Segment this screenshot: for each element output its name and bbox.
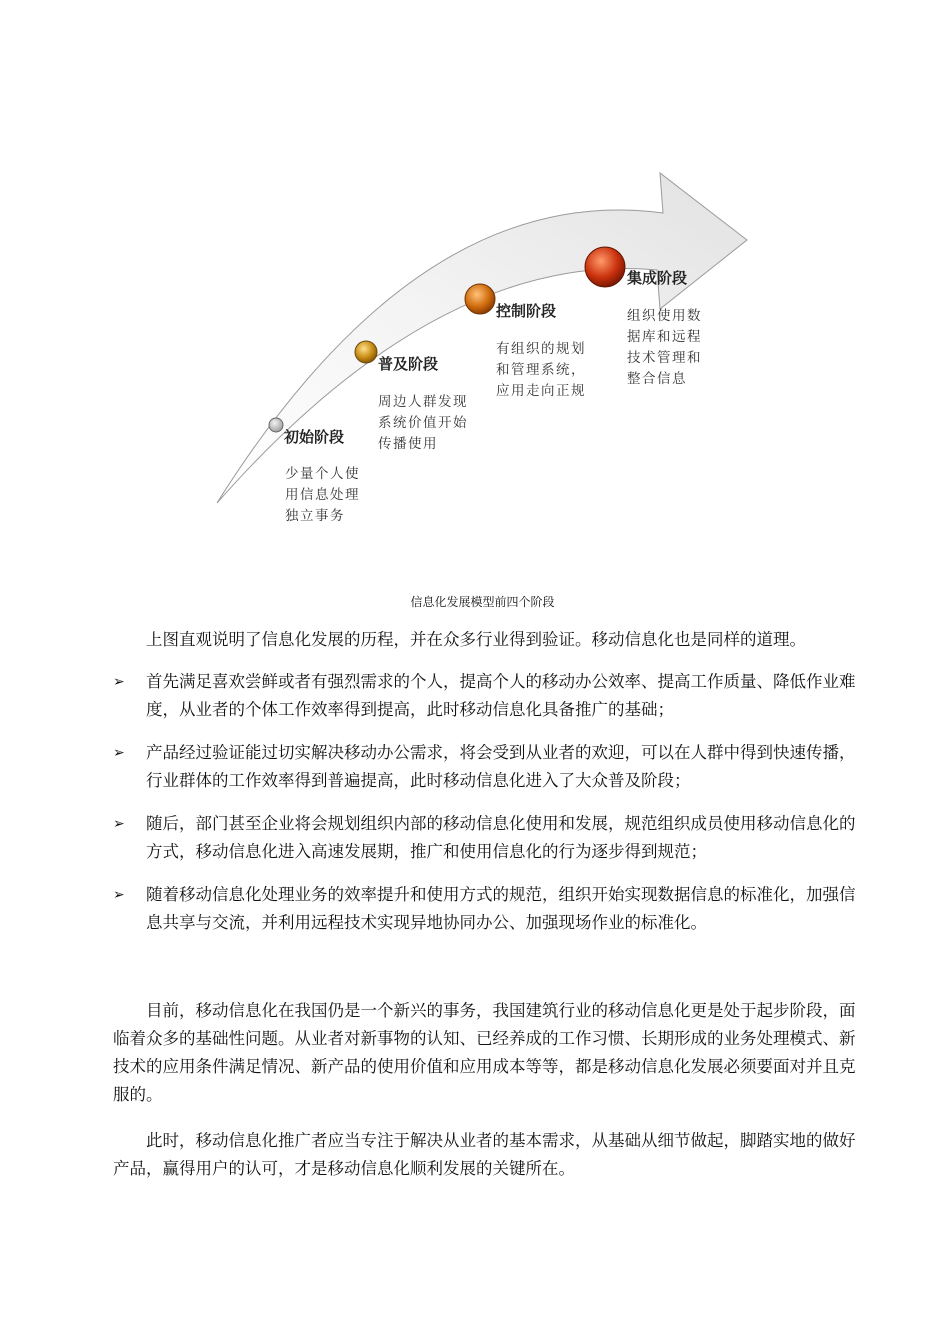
arrow-bullet-icon: ➢ <box>113 745 125 761</box>
stage-title-control: 控制阶段 <box>496 302 557 320</box>
list-item <box>113 739 858 795</box>
stage-title-initial: 初始阶段 <box>284 428 345 446</box>
list-item <box>113 881 858 937</box>
stage-bullet-list <box>113 668 858 952</box>
arrow-bullet-icon: ➢ <box>113 674 125 690</box>
stage-marker-popularize <box>355 341 377 363</box>
stage-desc-initial: 少量个人使 用信息处理 独立事务 <box>285 466 360 524</box>
stage-popularize <box>355 341 474 452</box>
list-item-text: 产品经过验证能过切实解决移动办公需求，将会受到从业者的欢迎，可以在人群中得到快速传播，行业群体的工作效率得到普遍提高，此时移动信息化进入了大众普及阶段； <box>146 743 856 790</box>
body-paragraph-status: 目前，移动信息化在我国仍是一个新兴的事务，我国建筑行业的移动信息化更是处于起步阶段，面临着众多的基础性问题。从业者对新事物的认知、已经养成的工作习惯、长期形成的业务处理模式、新技术的应用条件满足情况、新产品的使用价值和应用成本等等，都是移动信息化发展必须要面对并且克服的。 <box>113 1001 856 1104</box>
stage-marker-initial <box>269 418 283 432</box>
list-item-text: 首先满足喜欢尝鲜或者有强烈需求的个人，提高个人的移动办公效率、提高工作质量、降低作业难度，从业者的个体工作效率得到提高，此时移动信息化具备推广的基础； <box>146 672 856 719</box>
stage-desc-integration: 组织使用数 据库和远程 技术管理和 整合信息 <box>627 308 702 387</box>
intro-paragraph: 上图直观说明了信息化发展的历程，并在众多行业得到验证。移动信息化也是同样的道理。 <box>146 630 806 649</box>
stage-control <box>465 284 592 399</box>
list-item-text: 随后，部门甚至企业将会规划组织内部的移动信息化使用和发展，规范组织成员使用移动信息化的方式，移动信息化进入高速发展期，推广和使用信息化的行为逐步得到规范； <box>146 814 856 861</box>
stage-title-integration: 集成阶段 <box>627 269 688 287</box>
list-item-text: 随着移动信息化处理业务的效率提升和使用方式的规范，组织开始实现数据信息的标准化，加强信息共享与交流，并利用远程技术实现异地协同办公、加强现场作业的标准化。 <box>146 885 856 932</box>
list-item <box>113 668 858 724</box>
stage-title-popularize: 普及阶段 <box>378 355 439 373</box>
figure-caption: 信息化发展模型前四个阶段 <box>410 595 555 609</box>
stage-desc-control: 有组织的规划 和管理系统， 应用走向正规 <box>496 341 586 399</box>
arrow-bullet-icon: ➢ <box>113 816 125 832</box>
stage-marker-integration <box>585 247 625 287</box>
stage-initial <box>269 418 366 524</box>
list-item <box>113 810 858 866</box>
stage-marker-control <box>465 284 495 314</box>
arrow-bullet-icon: ➢ <box>113 887 125 903</box>
body-paragraph-conclusion: 此时，移动信息化推广者应当专注于解决从业者的基本需求，从基础从细节做起，脚踏实地的做好产品，赢得用户的认可，才是移动信息化顺利发展的关键所在。 <box>113 1131 856 1178</box>
stage-desc-popularize: 周边人群发现 系统价值开始 传播使用 <box>378 394 468 452</box>
development-stages-diagram <box>0 0 950 580</box>
